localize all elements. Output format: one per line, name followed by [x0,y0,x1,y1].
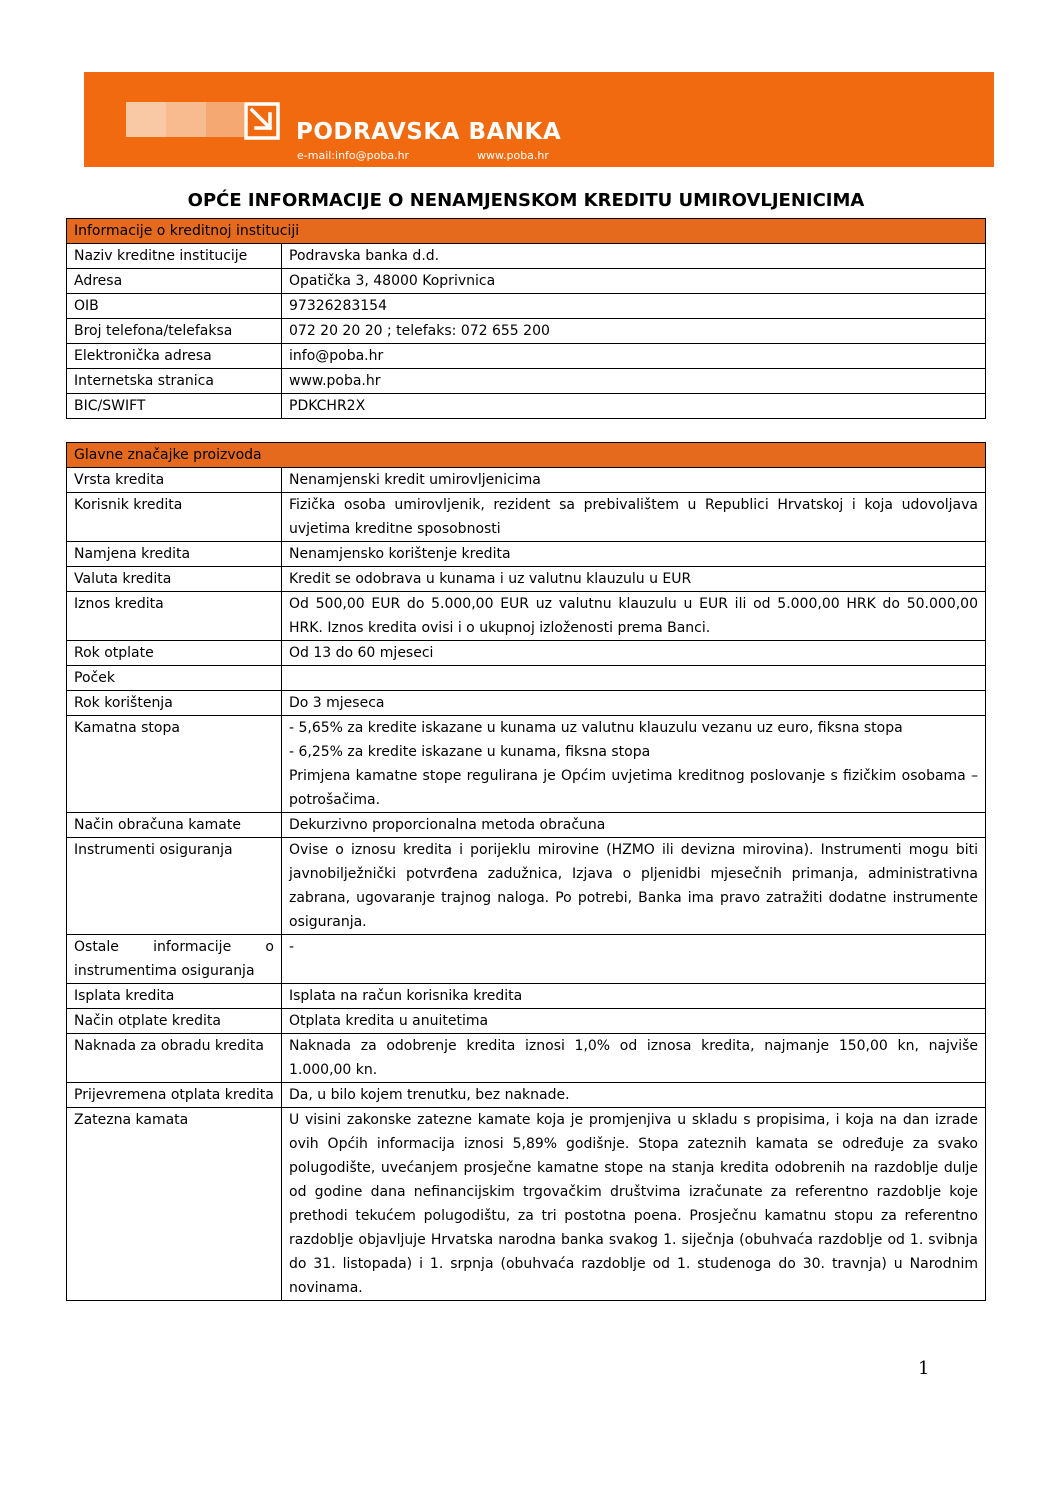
row-label: Elektronička adresa [67,344,282,369]
table-row [67,935,986,984]
row-label: Isplata kredita [67,984,282,1009]
logo-square-3 [206,102,244,137]
row-value: Do 3 mjeseca [282,691,986,716]
row-value: Fizička osoba umirovljenik, rezident sa prebivalištem u Republici Hrvatskoj i koja udovoljava uvjetima kreditne sposobnosti [282,493,986,542]
table-row [67,542,986,567]
table-row [67,493,986,542]
logo-square-1 [126,102,166,137]
row-value: Nenamjenski kredit umirovljenicima [282,468,986,493]
row-value: Kredit se odobrava u kunama i uz valutnu klauzulu u EUR [282,567,986,592]
logo-square-2 [166,102,206,137]
row-value: PDKCHR2X [282,394,986,419]
row-value: info@poba.hr [282,344,986,369]
table-row [67,1009,986,1034]
row-label: Naknada za obradu kredita [67,1034,282,1083]
interest-line: - 5,65% za kredite iskazane u kunama uz valutnu klauzulu vezanu uz euro, fiksna stopa [289,720,903,736]
table-row [67,716,986,813]
page-number: 1 [918,1358,930,1379]
row-label: Instrumenti osiguranja [67,838,282,935]
row-value: 97326283154 [282,294,986,319]
bank-email: e-mail:info@poba.hr [297,149,410,162]
interest-line: - 6,25% za kredite iskazane u kunama, fiksna stopa [289,744,651,760]
institution-table [66,218,986,419]
table-row [67,468,986,493]
table-row [67,666,986,691]
row-label: Rok otplate [67,641,282,666]
product-heading: Glavne značajke proizvoda [67,443,986,468]
table-row [67,984,986,1009]
table-row [67,838,986,935]
table-row [67,319,986,344]
table-row [67,1034,986,1083]
row-label: Rok korištenja [67,691,282,716]
row-label: Zatezna kamata [67,1108,282,1301]
row-value: www.poba.hr [282,369,986,394]
row-value: Otplata kredita u anuitetima [282,1009,986,1034]
row-value: Naknada za odobrenje kredita iznosi 1,0% od iznosa kredita, najmanje 150,00 kn, najviše 1.000,00 kn. [282,1034,986,1083]
row-label: OIB [67,294,282,319]
row-label: Naziv kreditne institucije [67,244,282,269]
row-value: - [282,935,986,984]
row-label: Poček [67,666,282,691]
table-row [67,394,986,419]
row-value: Od 500,00 EUR do 5.000,00 EUR uz valutnu klauzulu u EUR ili od 5.000,00 HRK do 50.000,00 HRK. Iznos kredita ovisi i o ukupnoj izloženosti prema Banci. [282,592,986,641]
row-value: Ovise o iznosu kredita i porijeklu mirovine (HZMO ili devizna mirovina). Instrumenti mogu biti javnobilježnički potvrđena zadužnica, Izjava o pljenidbi mjesečnih primanja, administrativna zabrana, ugovaranje trajnog naloga. Po potrebi, Banka ima pravo zatražiti dodatne instrumente osiguranja. [282,838,986,935]
row-label: Adresa [67,269,282,294]
bank-name: PODRAVSKA BANKA [296,119,562,145]
row-value: Da, u bilo kojem trenutku, bez naknade. [282,1083,986,1108]
row-value: Dekurzivno proporcionalna metoda obračuna [282,813,986,838]
bank-logo-icon [244,102,280,140]
interest-line: Primjena kamatne stope regulirana je Općim uvjetima kreditnog poslovanje s fizičkim osobama – potrošačima. [289,768,978,808]
row-value: 072 20 20 20 ; telefaks: 072 655 200 [282,319,986,344]
institution-heading: Informacije o kreditnoj instituciji [67,219,986,244]
row-label: Namjena kredita [67,542,282,567]
row-label: Valuta kredita [67,567,282,592]
product-table [66,442,986,1301]
row-value: Od 13 do 60 mjeseci [282,641,986,666]
row-label: Način otplate kredita [67,1009,282,1034]
table-row [67,813,986,838]
header-banner [84,72,994,167]
document-title: OPĆE INFORMACIJE O NENAMJENSKOM KREDITU UMIROVLJENICIMA [187,190,865,211]
table-row [67,344,986,369]
row-value: Isplata na račun korisnika kredita [282,984,986,1009]
row-label: Vrsta kredita [67,468,282,493]
table-row [67,1083,986,1108]
row-value: U visini zakonske zatezne kamate koja je promjenjiva u skladu s propisima, i koja na dan izrade ovih Općih informacija iznosi 5,89% godišnje. Stopa zateznih kamata se određuje za svako polugodište, uvećanjem prosječne kamatne stope na stanja kredita odobrenih na razdoblje dulje od godine dana nefinancijskim trgovačkim društvima izračunate za referentno razdoblje koje prethodi tekućem polugodištu, za tri postotna poena. Prosječnu kamatnu stopu za referentno razdoblje objavljuje Hrvatska narodna banka svakog 1. siječnja (obuhvaća razdoblje od 1. svibnja do 31. listopada) i 1. srpnja (obuhvaća razdoblje od 1. studenoga do 30. travnja) u Narodnim novinama. [282,1108,986,1301]
row-label: Kamatna stopa [67,716,282,813]
row-label: Način obračuna kamate [67,813,282,838]
row-value: Podravska banka d.d. [282,244,986,269]
table-row [67,244,986,269]
row-label: Iznos kredita [67,592,282,641]
bank-website: www.poba.hr [477,149,549,162]
table-row [67,691,986,716]
table-row [67,641,986,666]
row-value [282,666,986,691]
table-row [67,1108,986,1301]
row-value [282,716,986,813]
row-label: Broj telefona/telefaksa [67,319,282,344]
row-value: Opatička 3, 48000 Koprivnica [282,269,986,294]
table-row [67,269,986,294]
row-label: Korisnik kredita [67,493,282,542]
row-value: Nenamjensko korištenje kredita [282,542,986,567]
row-label: BIC/SWIFT [67,394,282,419]
table-row [67,592,986,641]
row-label: Internetska stranica [67,369,282,394]
row-label: Prijevremena otplata kredita [67,1083,282,1108]
table-row [67,369,986,394]
table-row [67,294,986,319]
row-label: Ostale informacije o instrumentima osiguranja [67,935,282,984]
table-row [67,567,986,592]
